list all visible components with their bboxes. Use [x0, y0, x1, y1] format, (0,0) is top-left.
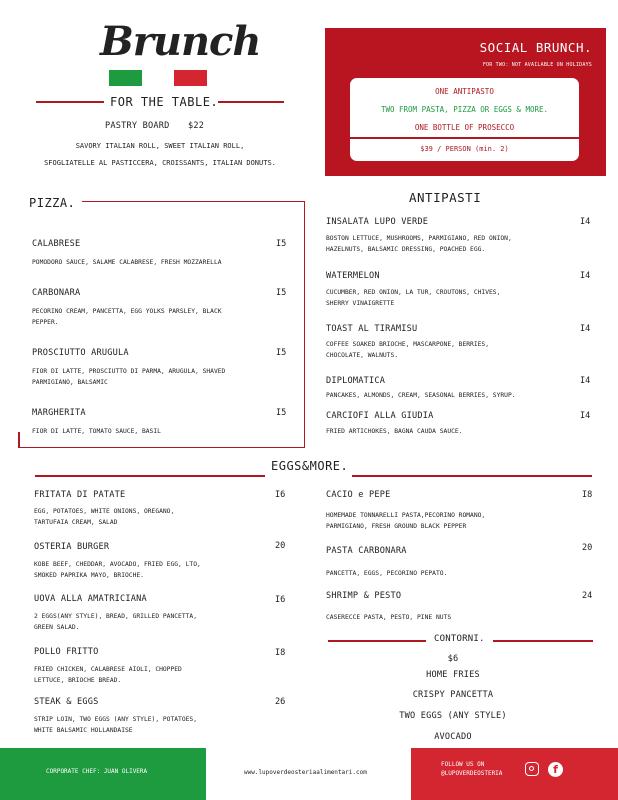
pizza-title: PIZZA.	[29, 196, 76, 210]
antipasti-title: ANTIPASTI	[409, 190, 482, 205]
eggs-item-name: FRITATA DI PATATE	[34, 490, 126, 500]
antipasti-item-price: I4	[580, 411, 591, 421]
antipasti-item-desc: FRIED ARTICHOKES, BAGNA CAUDA SAUCE.	[326, 428, 463, 435]
website-link[interactable]: www.lupoverdeosteriaalimentari.com	[244, 769, 367, 776]
contorni-rule-left	[328, 640, 426, 642]
antipasti-item-desc: COFFEE SOAKED BRIOCHE, MASCARPONE, BERRIES,	[326, 341, 490, 348]
eggs-item-price: I6	[275, 595, 286, 605]
social-offer-box	[350, 78, 579, 161]
contorni-price: $6	[447, 654, 459, 664]
footer-green-band	[0, 748, 206, 800]
eggs-item-name: STEAK & EGGS	[34, 697, 99, 707]
flag-green-block	[109, 70, 142, 86]
social-line-3: ONE BOTTLE OF PROSECCO	[414, 123, 515, 132]
antipasti-item-price: I4	[580, 324, 591, 334]
eggs-item-desc: LETTUCE, BRIOCHE BREAD.	[34, 677, 122, 684]
brunch-logo: Brunch	[100, 18, 261, 65]
social-price: $39 / PERSON (min. 2)	[420, 145, 509, 153]
antipasti-item-desc: SHERRY VINAIGRETTE	[326, 300, 395, 307]
pastry-desc-1: SAVORY ITALIAN ROLL, SWEET ITALIAN ROLL,	[75, 142, 245, 150]
pizza-item-price: I5	[276, 348, 287, 358]
eggs-item-desc: FRIED CHICKEN, CALABRESE AIOLI, CHOPPED	[34, 666, 182, 673]
pastry-board-price: $22	[188, 121, 205, 131]
social-subtitle: FOR TWO: NOT AVAILABLE ON HOLIDAYS	[482, 62, 592, 68]
facebook-icon[interactable]: f	[548, 762, 563, 777]
pizza-item-desc: PARMIGIANO, BALSAMIC	[32, 379, 108, 386]
pizza-item-price: I5	[276, 288, 287, 298]
eggs-item-price: 20	[582, 543, 593, 553]
eggs-item-desc: KOBE BEEF, CHEDDAR, AVOCADO, FRIED EGG, LTO,	[34, 561, 201, 568]
pizza-item-desc: PECORINO CREAM, PANCETTA, EGG YOLKS PARSLEY, BLACK	[32, 308, 222, 315]
eggs-item-price: I6	[275, 490, 286, 500]
antipasti-item-desc: HAZELNUTS, BALSAMIC DRESSING, POACHED EGG.	[326, 246, 486, 253]
social-title: SOCIAL BRUNCH.	[479, 40, 592, 55]
eggs-item-name: UOVA ALLA AMATRICIANA	[34, 594, 147, 604]
pastry-desc-2: SFOGLIATELLE AL PASTICCERA, CROISSANTS, ITALIAN DONUTS.	[44, 159, 276, 167]
footer-red-band	[411, 748, 618, 800]
pizza-item-name: CALABRESE	[32, 239, 81, 249]
antipasti-item-name: WATERMELON	[326, 271, 380, 281]
eggs-item-name: POLLO FRITTO	[34, 647, 99, 657]
social-rule	[350, 137, 579, 139]
eggs-item-desc: 2 EGGS(ANY STYLE), BREAD, GRILLED PANCETTA,	[34, 613, 198, 620]
table-rule-right	[218, 101, 284, 103]
eggs-item-desc: HOMEMADE TONNARELLI PASTA,PECORINO ROMANO,	[326, 512, 486, 519]
eggs-item-desc: GREEN SALAD.	[34, 624, 80, 631]
contorni-item: AVOCADO	[434, 732, 472, 742]
social-handle: @LUPOVERDEOSTERIA	[441, 770, 503, 777]
social-brunch-panel	[325, 28, 606, 176]
eggs-rule-right	[352, 475, 592, 477]
antipasti-item-name: TOAST AL TIRAMISU	[326, 324, 418, 334]
eggs-item-desc: EGG, POTATOES, WHITE ONIONS, OREGANO,	[34, 508, 175, 515]
antipasti-item-desc: CUCUMBER, RED ONION, LA TUR, CROUTONS, CHIVES,	[326, 289, 501, 296]
eggs-item-price: I8	[275, 648, 286, 658]
antipasti-item-desc: CHOCOLATE, WALNUTS.	[326, 352, 399, 359]
flag-red-block	[174, 70, 207, 86]
contorni-title: CONTORNI.	[434, 634, 485, 644]
pizza-item-desc: FIOR DI LATTE, PROSCIUTTO DI PARMA, ARUGULA, SHAVED	[32, 368, 226, 375]
pastry-board-name: PASTRY BOARD	[105, 121, 170, 131]
eggs-title: EGGS&MORE.	[271, 459, 349, 473]
social-line-2: TWO FROM PASTA, PIZZA OR EGGS & MORE.	[380, 105, 549, 114]
pizza-item-price: I5	[276, 239, 287, 249]
contorni-rule-right	[493, 640, 593, 642]
follow-label: FOLLOW US ON	[441, 761, 485, 768]
pizza-item-desc: PEPPER.	[32, 319, 59, 326]
chef-credit: CORPORATE CHEF: JUAN OLIVERA	[46, 768, 148, 775]
table-rule-left	[36, 101, 104, 103]
pizza-item-name: MARGHERITA	[32, 408, 86, 418]
instagram-icon[interactable]	[525, 762, 539, 776]
eggs-item-desc: PANCETTA, EGGS, PECORINO PEPATO.	[326, 570, 448, 577]
eggs-item-name: CACIO e PEPE	[326, 490, 391, 500]
antipasti-item-name: DIPLOMATICA	[326, 376, 386, 386]
pizza-item-name: CARBONARA	[32, 288, 81, 298]
social-line-1: ONE ANTIPASTO	[435, 87, 494, 96]
eggs-item-name: PASTA CARBONARA	[326, 546, 407, 556]
eggs-item-price: 20	[275, 541, 286, 551]
eggs-item-desc: CASERECCE PASTA, PESTO, PINE NUTS	[326, 614, 452, 621]
pizza-item-desc: POMODORO SAUCE, SALAME CALABRESE, FRESH MOZZARELLA	[32, 259, 222, 266]
eggs-item-price: 24	[582, 591, 593, 601]
eggs-item-desc: PARMIGIANO, FRESH GROUND BLACK PEPPER	[326, 523, 467, 530]
eggs-item-desc: STRIP LOIN, TWO EGGS (ANY STYLE), POTATOES,	[34, 716, 198, 723]
table-title: FOR THE TABLE.	[110, 95, 219, 109]
pizza-frame-tick-bottom	[18, 432, 20, 447]
eggs-item-name: SHRIMP & PESTO	[326, 591, 402, 601]
eggs-rule-left	[35, 475, 265, 477]
contorni-item: CRISPY PANCETTA	[412, 690, 494, 700]
eggs-item-desc: SMOKED PAPRIKA MAYO, BRIOCHE.	[34, 572, 144, 579]
antipasti-item-name: CARCIOFI ALLA GIUDIA	[326, 411, 434, 421]
contorni-item: HOME FRIES	[426, 670, 480, 680]
antipasti-item-price: I4	[580, 217, 591, 227]
antipasti-item-desc: PANCAKES, ALMONDS, CREAM, SEASONAL BERRIES, SYRUP.	[326, 392, 516, 399]
antipasti-item-desc: BOSTON LETTUCE, MUSHROOMS, PARMIGIANO, RED ONION,	[326, 235, 512, 242]
antipasti-item-name: INSALATA LUPO VERDE	[326, 217, 429, 227]
pizza-item-desc: FIOR DI LATTE, TOMATO SAUCE, BASIL	[32, 428, 161, 435]
eggs-item-price: 26	[275, 697, 286, 707]
pizza-item-name: PROSCIUTTO ARUGULA	[32, 348, 129, 358]
eggs-item-desc: TARTUFAIA CREAM, SALAD	[34, 519, 118, 526]
eggs-item-price: I8	[582, 490, 593, 500]
antipasti-item-price: I4	[580, 376, 591, 386]
antipasti-item-price: I4	[580, 271, 591, 281]
eggs-item-name: OSTERIA BURGER	[34, 542, 110, 552]
eggs-item-desc: WHITE BALSAMIC HOLLANDAISE	[34, 727, 133, 734]
pizza-item-price: I5	[276, 408, 287, 418]
contorni-item: TWO EGGS (ANY STYLE)	[399, 711, 507, 721]
